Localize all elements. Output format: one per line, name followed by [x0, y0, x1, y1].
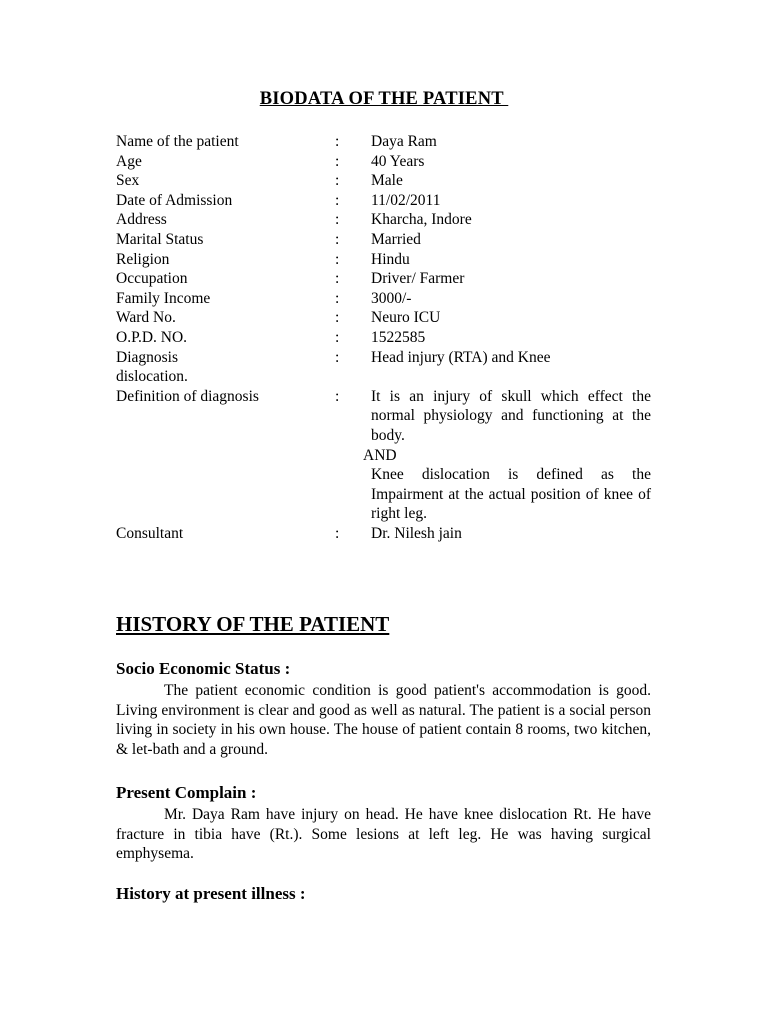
field-value: 11/02/2011	[371, 191, 441, 209]
separator: :	[335, 348, 340, 366]
field-value: Driver/ Farmer	[371, 270, 465, 288]
field-value: Hindu	[371, 250, 410, 268]
biodata-table	[116, 132, 656, 543]
separator: :	[335, 387, 340, 405]
field-label: Marital Status	[116, 230, 204, 248]
separator: :	[335, 230, 340, 248]
separator: :	[335, 172, 340, 190]
diagnosis-continuation-row	[116, 367, 656, 387]
field-label: Date of Admission	[116, 191, 233, 209]
definition-text-skull: It is an injury of skull which effect the normal physiology and functioning at the body.	[371, 387, 651, 444]
field-value: Male	[371, 172, 403, 190]
field-value: 3000/-	[371, 289, 412, 307]
separator: :	[335, 250, 340, 268]
field-value: Neuro ICU	[371, 309, 441, 327]
definition-label: Definition of diagnosis	[116, 387, 259, 405]
separator: :	[335, 328, 340, 346]
field-value: Married	[371, 230, 421, 248]
field-label: Ward No.	[116, 309, 176, 327]
field-label: O.P.D. NO.	[116, 328, 188, 346]
separator: :	[335, 133, 340, 150]
field-value: Kharcha, Indore	[371, 211, 472, 229]
field-label: Address	[116, 211, 167, 229]
biodata-row	[116, 250, 656, 270]
biodata-row	[116, 230, 656, 250]
field-label: Name of the patient	[116, 133, 239, 150]
diagnosis-continuation: dislocation.	[116, 368, 188, 386]
biodata-row	[116, 308, 656, 328]
socio-economic-text: The patient economic condition is good patient's accommodation is good. Living environment is clear and good as well as natural. The patient is a social person living in society in his own house. The house of patient contain 8 rooms, two kitchen, & let-bath and a ground.	[116, 682, 651, 758]
definition-text-knee: Knee dislocation is defined as the Impairment at the actual position of knee of right leg.	[371, 466, 651, 523]
separator: :	[335, 289, 340, 307]
biodata-row	[116, 191, 656, 211]
present-illness-heading: History at present illness :	[116, 884, 306, 903]
biodata-row	[116, 132, 656, 152]
field-label: Sex	[116, 172, 140, 190]
biodata-row	[116, 152, 656, 172]
diagnosis-value: Head injury (RTA) and Knee	[371, 348, 551, 366]
present-complain-heading: Present Complain :	[116, 783, 257, 802]
consultant-row	[116, 524, 656, 544]
socio-economic-heading: Socio Economic Status :	[116, 659, 291, 678]
present-complain-text: Mr. Daya Ram have injury on head. He have knee dislocation Rt. He have fracture in tibia have (Rt.). Some lesions at left leg. He was having surgical emphysema.	[116, 806, 651, 863]
separator: :	[335, 211, 340, 229]
consultant-value: Dr. Nilesh jain	[371, 524, 462, 542]
diagnosis-label: Diagnosis	[116, 348, 178, 366]
separator: :	[335, 309, 340, 327]
separator: :	[335, 524, 340, 542]
field-label: Religion	[116, 250, 170, 268]
field-label: Age	[116, 152, 142, 170]
definition-block	[116, 387, 656, 524]
separator: :	[335, 152, 340, 170]
biodata-row	[116, 210, 656, 230]
page-title: BIODATA OF THE PATIENT	[259, 89, 509, 109]
biodata-row	[116, 171, 656, 191]
definition-and: AND	[363, 446, 397, 464]
biodata-row	[116, 269, 656, 289]
biodata-row	[116, 328, 656, 348]
diagnosis-row	[116, 348, 656, 368]
field-value: Daya Ram	[371, 133, 437, 150]
field-value: 40 Years	[371, 152, 425, 170]
biodata-row	[116, 289, 656, 309]
field-value: 1522585	[371, 328, 426, 346]
field-label: Family Income	[116, 289, 211, 307]
separator: :	[335, 270, 340, 288]
field-label: Occupation	[116, 270, 188, 288]
separator: :	[335, 191, 340, 209]
consultant-label: Consultant	[116, 524, 184, 542]
history-heading: HISTORY OF THE PATIENT	[116, 612, 390, 636]
